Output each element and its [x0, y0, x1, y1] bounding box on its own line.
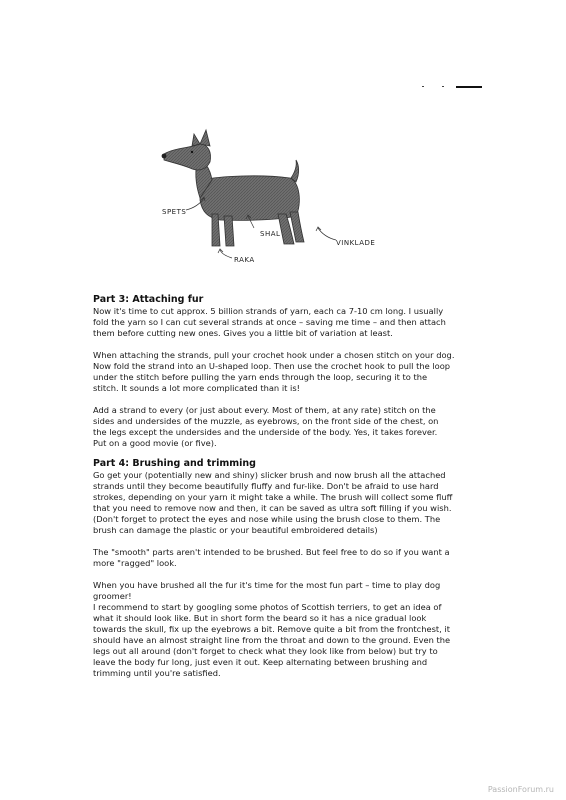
section-heading: Part 4: Brushing and trimming: [93, 458, 256, 469]
header-dot: [442, 86, 444, 87]
label-spets: SPETS: [162, 208, 187, 216]
paragraph: When attaching the strands, pull your crochet hook under a chosen stitch on your dog. Now fold the strand into an U-shaped loop. Then use the crochet hook to pull the loop under the stitch before pulling the yarn ends through the loop, securing it to the stitch. It sounds a lot more complicated than it is!: [93, 350, 455, 393]
dog-illustration: [150, 128, 410, 270]
label-raka: RAKA: [234, 256, 255, 264]
label-vinklade: VINKLADE: [336, 239, 376, 247]
instructions-text: [93, 294, 485, 679]
label-shal: SHAL: [260, 230, 281, 238]
paragraph: When you have brushed all the fur it's time for the most fun part – time to play dog groomer! I recommend to start by googling some photos of Scottish terriers, to get an idea of what it should look like. But in short form the beard so it has a nice gradual look towards the skull, fix up the eyebrows a bit. Remove quite a bit from the frontchest, it should have an almost straight line from the throat and down to the ground. Even the legs out all around (don't forget to check what they look like from below) but try to leave the body fur long, just even it out. Keep alternating between brushing and trimming until you're satisfied.: [93, 580, 451, 678]
header-marks: [420, 84, 490, 90]
paragraph: Go get your (potentially new and shiny) slicker brush and now brush all the attached strands until they become beautifully fluffy and fur-like. Don't be afraid to use hard strokes, depending on your yarn it might take a while. The brush will collect some fluff that you need to remove now and then, it can be saved as ultra soft filling if you wish. (Don't forget to protect the eyes and nose while using the brush close to them. The brush can damage the plastic or your beautiful embroidered details): [93, 470, 453, 535]
dog-drawing-icon: [150, 128, 410, 270]
header-rule: [456, 86, 482, 88]
section-heading: Part 3: Attaching fur: [93, 294, 204, 305]
watermark: PassionForum.ru: [487, 785, 554, 794]
paragraph: Add a strand to every (or just about every. Most of them, at any rate) stitch on the sides and undersides of the muzzle, as eyebrows, on the front side of the chest, on the legs except the undersides and the underside of the body. Yes, it takes forever. Put on a good movie (or five).: [93, 405, 439, 448]
paragraph: The "smooth" parts aren't intended to be brushed. But feel free to do so if you want a more "ragged" look.: [93, 547, 450, 568]
header-dot: [422, 86, 424, 87]
paragraph: Now it's time to cut approx. 5 billion strands of yarn, each ca 7-10 cm long. I usually fold the yarn so I can cut several strands at once – saving me time – and then attach them before cutting new ones. Gives you a little bit of variation at least.: [93, 306, 446, 338]
